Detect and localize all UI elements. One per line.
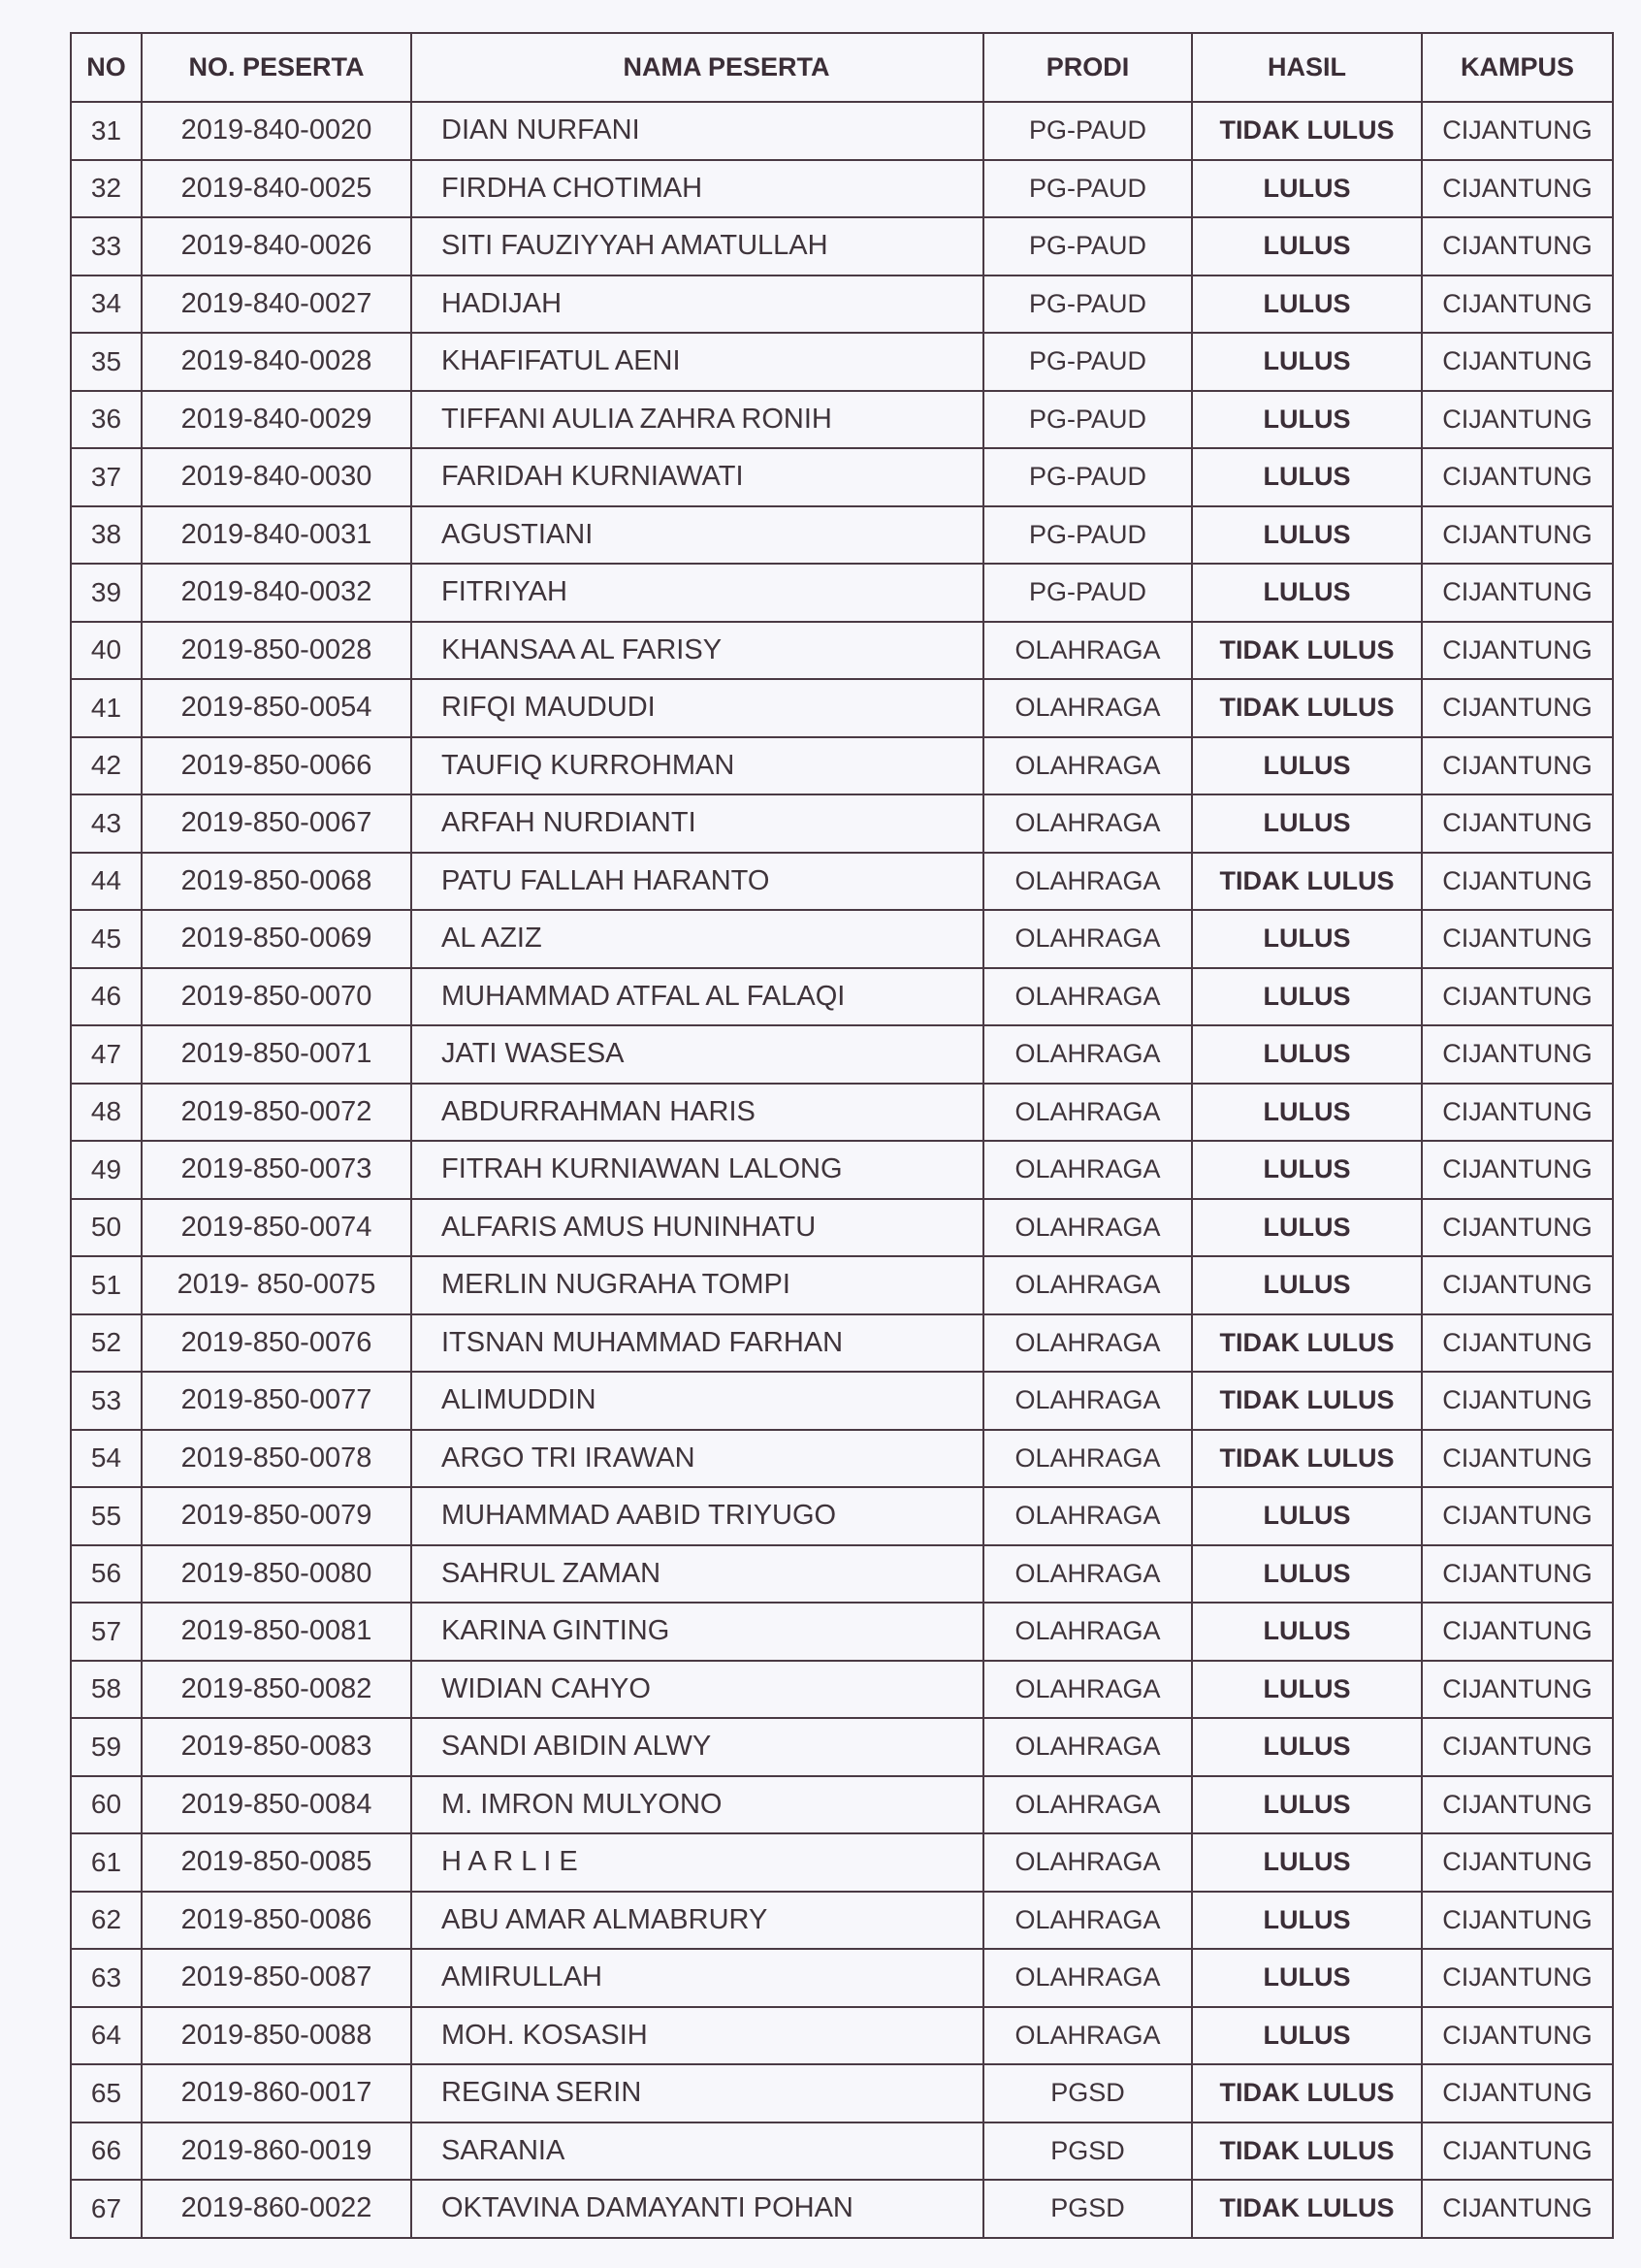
campus: CIJANTUNG [1422, 1545, 1613, 1604]
result-status: LULUS [1192, 968, 1422, 1026]
participant-name: OKTAVINA DAMAYANTI POHAN [411, 2180, 983, 2238]
campus: CIJANTUNG [1422, 737, 1613, 795]
table-row [71, 1256, 1613, 1314]
table-row [71, 1430, 1613, 1488]
header-no-peserta: NO. PESERTA [142, 33, 411, 102]
campus: CIJANTUNG [1422, 2122, 1613, 2181]
result-status: LULUS [1192, 1949, 1422, 2007]
participant-name: ABU AMAR ALMABRURY [411, 1892, 983, 1950]
row-number: 38 [71, 506, 142, 565]
result-status: LULUS [1192, 448, 1422, 506]
table-row [71, 2180, 1613, 2238]
table-row [71, 275, 1613, 334]
study-program: OLAHRAGA [983, 910, 1192, 968]
participant-name: KHAFIFATUL AENI [411, 333, 983, 391]
table-row [71, 794, 1613, 853]
study-program: OLAHRAGA [983, 737, 1192, 795]
participant-number: 2019-850-0068 [142, 853, 411, 911]
participant-number: 2019-850-0087 [142, 1949, 411, 2007]
participant-number: 2019-850-0076 [142, 1314, 411, 1373]
campus: CIJANTUNG [1422, 853, 1613, 911]
participant-number: 2019-850-0081 [142, 1603, 411, 1661]
study-program: OLAHRAGA [983, 1949, 1192, 2007]
result-status: LULUS [1192, 1199, 1422, 1257]
table-row [71, 1199, 1613, 1257]
participant-number: 2019- 850-0075 [142, 1256, 411, 1314]
study-program: OLAHRAGA [983, 679, 1192, 737]
study-program: PGSD [983, 2064, 1192, 2122]
result-status: TIDAK LULUS [1192, 622, 1422, 680]
participant-name: ARFAH NURDIANTI [411, 794, 983, 853]
row-number: 60 [71, 1776, 142, 1834]
result-status: LULUS [1192, 217, 1422, 275]
result-status: LULUS [1192, 1141, 1422, 1199]
row-number: 55 [71, 1487, 142, 1545]
participant-number: 2019-850-0054 [142, 679, 411, 737]
participant-name: ABDURRAHMAN HARIS [411, 1084, 983, 1142]
table-row [71, 1661, 1613, 1719]
study-program: OLAHRAGA [983, 1487, 1192, 1545]
participant-number: 2019-850-0084 [142, 1776, 411, 1834]
table-header [71, 33, 1613, 102]
participant-name: M. IMRON MULYONO [411, 1776, 983, 1834]
participant-name: TIFFANI AULIA ZAHRA RONIH [411, 391, 983, 449]
table-row [71, 1603, 1613, 1661]
result-status: LULUS [1192, 1487, 1422, 1545]
row-number: 66 [71, 2122, 142, 2181]
study-program: PGSD [983, 2180, 1192, 2238]
campus: CIJANTUNG [1422, 1661, 1613, 1719]
table-row [71, 737, 1613, 795]
table-row [71, 1025, 1613, 1084]
participant-number: 2019-850-0072 [142, 1084, 411, 1142]
study-program: OLAHRAGA [983, 2007, 1192, 2065]
participant-name: RIFQI MAUDUDI [411, 679, 983, 737]
participant-number: 2019-860-0019 [142, 2122, 411, 2181]
row-number: 42 [71, 737, 142, 795]
row-number: 57 [71, 1603, 142, 1661]
participant-name: SAHRUL ZAMAN [411, 1545, 983, 1604]
campus: CIJANTUNG [1422, 2064, 1613, 2122]
row-number: 63 [71, 1949, 142, 2007]
participant-number: 2019-850-0073 [142, 1141, 411, 1199]
campus: CIJANTUNG [1422, 1372, 1613, 1430]
participant-number: 2019-850-0088 [142, 2007, 411, 2065]
row-number: 62 [71, 1892, 142, 1950]
table-row [71, 333, 1613, 391]
result-status: TIDAK LULUS [1192, 1314, 1422, 1373]
participant-number: 2019-850-0067 [142, 794, 411, 853]
result-status: TIDAK LULUS [1192, 2122, 1422, 2181]
participant-number: 2019-850-0079 [142, 1487, 411, 1545]
study-program: OLAHRAGA [983, 1892, 1192, 1950]
campus: CIJANTUNG [1422, 1487, 1613, 1545]
result-status: LULUS [1192, 391, 1422, 449]
participant-name: AGUSTIANI [411, 506, 983, 565]
participant-name: ITSNAN MUHAMMAD FARHAN [411, 1314, 983, 1373]
result-status: LULUS [1192, 910, 1422, 968]
participant-number: 2019-840-0028 [142, 333, 411, 391]
table-row [71, 1776, 1613, 1834]
row-number: 67 [71, 2180, 142, 2238]
study-program: OLAHRAGA [983, 1199, 1192, 1257]
row-number: 59 [71, 1718, 142, 1776]
study-program: OLAHRAGA [983, 853, 1192, 911]
campus: CIJANTUNG [1422, 968, 1613, 1026]
participant-name: H A R L I E [411, 1833, 983, 1892]
table-row [71, 1545, 1613, 1604]
result-status: LULUS [1192, 1084, 1422, 1142]
participant-name: KHANSAA AL FARISY [411, 622, 983, 680]
campus: CIJANTUNG [1422, 1603, 1613, 1661]
participant-number: 2019-840-0020 [142, 102, 411, 160]
row-number: 61 [71, 1833, 142, 1892]
participant-name: JATI WASESA [411, 1025, 983, 1084]
table-row [71, 1949, 1613, 2007]
result-status: LULUS [1192, 794, 1422, 853]
row-number: 31 [71, 102, 142, 160]
study-program: OLAHRAGA [983, 1661, 1192, 1719]
participant-name: KARINA GINTING [411, 1603, 983, 1661]
row-number: 37 [71, 448, 142, 506]
participant-name: AL AZIZ [411, 910, 983, 968]
result-status: LULUS [1192, 160, 1422, 218]
row-number: 49 [71, 1141, 142, 1199]
header-prodi: PRODI [983, 33, 1192, 102]
participant-number: 2019-850-0082 [142, 1661, 411, 1719]
study-program: OLAHRAGA [983, 1545, 1192, 1604]
participant-number: 2019-840-0030 [142, 448, 411, 506]
participant-number: 2019-840-0031 [142, 506, 411, 565]
campus: CIJANTUNG [1422, 564, 1613, 622]
table-row [71, 2007, 1613, 2065]
participant-name: AMIRULLAH [411, 1949, 983, 2007]
campus: CIJANTUNG [1422, 333, 1613, 391]
result-status: LULUS [1192, 1833, 1422, 1892]
row-number: 58 [71, 1661, 142, 1719]
table-row [71, 564, 1613, 622]
campus: CIJANTUNG [1422, 2180, 1613, 2238]
participant-name: ALFARIS AMUS HUNINHATU [411, 1199, 983, 1257]
campus: CIJANTUNG [1422, 217, 1613, 275]
participant-number: 2019-840-0027 [142, 275, 411, 334]
participant-name: SITI FAUZIYYAH AMATULLAH [411, 217, 983, 275]
result-status: TIDAK LULUS [1192, 2180, 1422, 2238]
result-status: TIDAK LULUS [1192, 853, 1422, 911]
table-row [71, 1892, 1613, 1950]
participant-name: TAUFIQ KURROHMAN [411, 737, 983, 795]
result-status: LULUS [1192, 1661, 1422, 1719]
study-program: PG-PAUD [983, 160, 1192, 218]
table-row [71, 1833, 1613, 1892]
table-row [71, 910, 1613, 968]
header-no: NO [71, 33, 142, 102]
table-row [71, 968, 1613, 1026]
participant-number: 2019-850-0069 [142, 910, 411, 968]
study-program: PG-PAUD [983, 102, 1192, 160]
campus: CIJANTUNG [1422, 1776, 1613, 1834]
row-number: 52 [71, 1314, 142, 1373]
study-program: PG-PAUD [983, 448, 1192, 506]
result-status: TIDAK LULUS [1192, 102, 1422, 160]
table-row [71, 506, 1613, 565]
row-number: 43 [71, 794, 142, 853]
participant-number: 2019-860-0022 [142, 2180, 411, 2238]
participant-number: 2019-850-0080 [142, 1545, 411, 1604]
study-program: OLAHRAGA [983, 1084, 1192, 1142]
campus: CIJANTUNG [1422, 622, 1613, 680]
campus: CIJANTUNG [1422, 1256, 1613, 1314]
row-number: 53 [71, 1372, 142, 1430]
study-program: PG-PAUD [983, 333, 1192, 391]
participant-number: 2019-840-0029 [142, 391, 411, 449]
table-row [71, 1487, 1613, 1545]
study-program: PG-PAUD [983, 564, 1192, 622]
participant-number: 2019-850-0071 [142, 1025, 411, 1084]
campus: CIJANTUNG [1422, 1833, 1613, 1892]
table-row [71, 679, 1613, 737]
campus: CIJANTUNG [1422, 1025, 1613, 1084]
study-program: PG-PAUD [983, 217, 1192, 275]
campus: CIJANTUNG [1422, 391, 1613, 449]
participant-name: SANDI ABIDIN ALWY [411, 1718, 983, 1776]
result-status: LULUS [1192, 1256, 1422, 1314]
participant-name: ARGO TRI IRAWAN [411, 1430, 983, 1488]
row-number: 39 [71, 564, 142, 622]
header-hasil: HASIL [1192, 33, 1422, 102]
participant-name: REGINA SERIN [411, 2064, 983, 2122]
row-number: 64 [71, 2007, 142, 2065]
row-number: 32 [71, 160, 142, 218]
participant-name: FIRDHA CHOTIMAH [411, 160, 983, 218]
row-number: 41 [71, 679, 142, 737]
participant-name: MERLIN NUGRAHA TOMPI [411, 1256, 983, 1314]
result-status: TIDAK LULUS [1192, 1430, 1422, 1488]
participant-number: 2019-840-0026 [142, 217, 411, 275]
result-status: TIDAK LULUS [1192, 679, 1422, 737]
table-row [71, 1084, 1613, 1142]
campus: CIJANTUNG [1422, 1892, 1613, 1950]
study-program: OLAHRAGA [983, 1603, 1192, 1661]
participant-number: 2019-840-0025 [142, 160, 411, 218]
row-number: 44 [71, 853, 142, 911]
study-program: OLAHRAGA [983, 794, 1192, 853]
table-row [71, 1314, 1613, 1373]
row-number: 51 [71, 1256, 142, 1314]
table-row [71, 160, 1613, 218]
header-nama-peserta: NAMA PESERTA [411, 33, 983, 102]
result-status: LULUS [1192, 1603, 1422, 1661]
participant-name: WIDIAN CAHYO [411, 1661, 983, 1719]
participant-number: 2019-850-0066 [142, 737, 411, 795]
study-program: OLAHRAGA [983, 1141, 1192, 1199]
participant-number: 2019-850-0083 [142, 1718, 411, 1776]
participant-name: MOH. KOSASIH [411, 2007, 983, 2065]
study-program: OLAHRAGA [983, 1314, 1192, 1373]
participant-number: 2019-850-0077 [142, 1372, 411, 1430]
participant-name: MUHAMMAD AABID TRIYUGO [411, 1487, 983, 1545]
participant-name: FITRAH KURNIAWAN LALONG [411, 1141, 983, 1199]
campus: CIJANTUNG [1422, 275, 1613, 334]
result-status: TIDAK LULUS [1192, 2064, 1422, 2122]
study-program: PG-PAUD [983, 506, 1192, 565]
results-table [70, 32, 1614, 2239]
row-number: 54 [71, 1430, 142, 1488]
row-number: 40 [71, 622, 142, 680]
header-row [71, 33, 1613, 102]
participant-number: 2019-850-0028 [142, 622, 411, 680]
table-row [71, 622, 1613, 680]
result-status: TIDAK LULUS [1192, 1372, 1422, 1430]
study-program: PG-PAUD [983, 275, 1192, 334]
row-number: 45 [71, 910, 142, 968]
participant-name: SARANIA [411, 2122, 983, 2181]
campus: CIJANTUNG [1422, 794, 1613, 853]
result-status: LULUS [1192, 333, 1422, 391]
result-status: LULUS [1192, 275, 1422, 334]
campus: CIJANTUNG [1422, 1199, 1613, 1257]
participant-number: 2019-840-0032 [142, 564, 411, 622]
result-status: LULUS [1192, 1892, 1422, 1950]
campus: CIJANTUNG [1422, 1084, 1613, 1142]
row-number: 50 [71, 1199, 142, 1257]
campus: CIJANTUNG [1422, 1718, 1613, 1776]
table-row [71, 102, 1613, 160]
participant-number: 2019-850-0070 [142, 968, 411, 1026]
participant-name: ALIMUDDIN [411, 1372, 983, 1430]
result-status: LULUS [1192, 1718, 1422, 1776]
row-number: 34 [71, 275, 142, 334]
campus: CIJANTUNG [1422, 1141, 1613, 1199]
study-program: OLAHRAGA [983, 1025, 1192, 1084]
participant-name: PATU FALLAH HARANTO [411, 853, 983, 911]
study-program: OLAHRAGA [983, 1833, 1192, 1892]
participant-number: 2019-850-0086 [142, 1892, 411, 1950]
result-status: LULUS [1192, 506, 1422, 565]
table-row [71, 217, 1613, 275]
row-number: 48 [71, 1084, 142, 1142]
table-row [71, 391, 1613, 449]
campus: CIJANTUNG [1422, 1314, 1613, 1373]
campus: CIJANTUNG [1422, 102, 1613, 160]
table-row [71, 448, 1613, 506]
study-program: OLAHRAGA [983, 1372, 1192, 1430]
row-number: 56 [71, 1545, 142, 1604]
campus: CIJANTUNG [1422, 2007, 1613, 2065]
participant-name: FARIDAH KURNIAWATI [411, 448, 983, 506]
campus: CIJANTUNG [1422, 1430, 1613, 1488]
row-number: 46 [71, 968, 142, 1026]
campus: CIJANTUNG [1422, 160, 1613, 218]
result-status: LULUS [1192, 1776, 1422, 1834]
study-program: OLAHRAGA [983, 622, 1192, 680]
row-number: 36 [71, 391, 142, 449]
participant-number: 2019-850-0078 [142, 1430, 411, 1488]
participant-number: 2019-850-0074 [142, 1199, 411, 1257]
result-status: LULUS [1192, 1025, 1422, 1084]
table-row [71, 1372, 1613, 1430]
result-status: LULUS [1192, 1545, 1422, 1604]
participant-name: FITRIYAH [411, 564, 983, 622]
table-row [71, 853, 1613, 911]
campus: CIJANTUNG [1422, 910, 1613, 968]
campus: CIJANTUNG [1422, 506, 1613, 565]
study-program: OLAHRAGA [983, 1256, 1192, 1314]
participant-number: 2019-850-0085 [142, 1833, 411, 1892]
result-status: LULUS [1192, 737, 1422, 795]
participant-name: MUHAMMAD ATFAL AL FALAQI [411, 968, 983, 1026]
table-row [71, 1718, 1613, 1776]
row-number: 47 [71, 1025, 142, 1084]
campus: CIJANTUNG [1422, 679, 1613, 737]
campus: CIJANTUNG [1422, 448, 1613, 506]
participant-name: DIAN NURFANI [411, 102, 983, 160]
study-program: OLAHRAGA [983, 968, 1192, 1026]
header-kampus: KAMPUS [1422, 33, 1613, 102]
participant-name: HADIJAH [411, 275, 983, 334]
results-sheet [70, 32, 1612, 2239]
study-program: OLAHRAGA [983, 1430, 1192, 1488]
table-body [71, 102, 1613, 2238]
table-row [71, 1141, 1613, 1199]
participant-number: 2019-860-0017 [142, 2064, 411, 2122]
table-row [71, 2064, 1613, 2122]
study-program: OLAHRAGA [983, 1776, 1192, 1834]
row-number: 65 [71, 2064, 142, 2122]
row-number: 33 [71, 217, 142, 275]
result-status: LULUS [1192, 564, 1422, 622]
result-status: LULUS [1192, 2007, 1422, 2065]
row-number: 35 [71, 333, 142, 391]
study-program: OLAHRAGA [983, 1718, 1192, 1776]
study-program: PG-PAUD [983, 391, 1192, 449]
study-program: PGSD [983, 2122, 1192, 2181]
table-row [71, 2122, 1613, 2181]
campus: CIJANTUNG [1422, 1949, 1613, 2007]
